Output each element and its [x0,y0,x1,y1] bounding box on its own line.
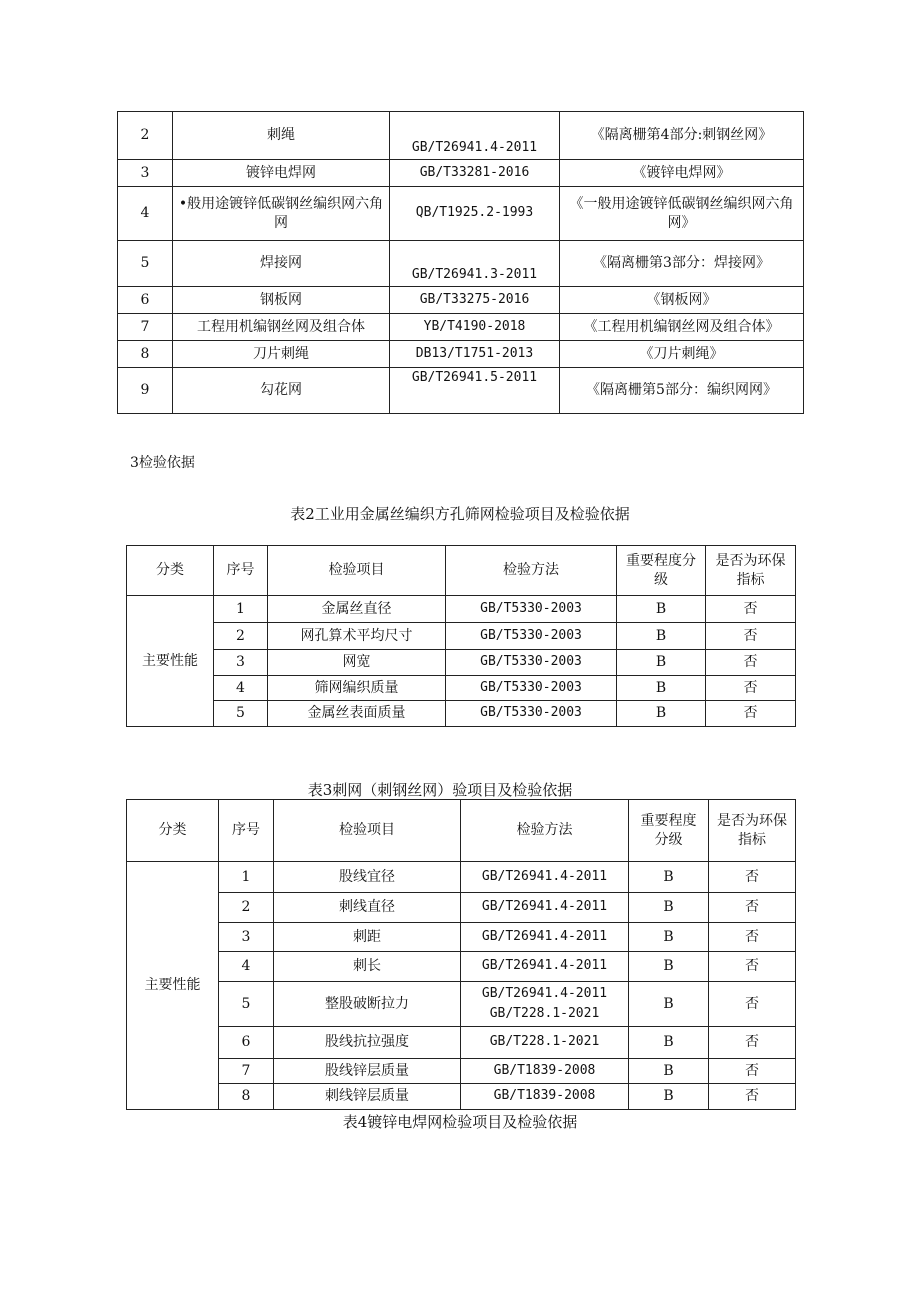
table-row [127,596,796,623]
table-caption: 表4镀锌电焊网检验项目及检验依据 [342,1113,578,1131]
table-caption: 表2工业用金属丝编织方孔筛网检验项目及检验依据 [290,505,630,523]
row-number: 2 [214,623,268,650]
env-indicator: 否 [709,862,796,893]
inspection-method-line1: GB/T26941.4-2011 [481,985,608,1001]
standard-title: 《刀片刺绳》 [560,341,804,368]
standard-code: GB/T33275-2016 [390,287,560,314]
standard-code: DB13/T1751-2013 [390,341,560,368]
header-env-line2: 指标 [738,831,766,848]
standard-title: 《隔离栅第4部分:刺钢丝网》 [560,112,804,160]
table-row [127,952,796,982]
table-row [118,368,804,414]
standard-code: GB/T26941.4-2011 [390,112,560,160]
inspection-method: GB/T5330-2003 [446,596,617,623]
header-category: 分类 [127,546,214,596]
header-env: 是否为环保指标 [706,546,796,596]
importance-grade: B [617,650,706,676]
inspection-item: 刺距 [274,923,461,952]
header-item: 检验项目 [268,546,446,596]
inspection-method: GB/T26941.4-2011 [461,952,629,982]
row-number: 1 [219,862,274,893]
env-indicator: 否 [706,701,796,727]
inspection-item: 股线抗拉强度 [274,1027,461,1059]
env-indicator: 否 [709,893,796,923]
header-importance-line1: 重要程度 [640,813,697,830]
inspection-method: GB/T228.1-2021 [461,1027,629,1059]
inspection-method: GB/T26941.4-2011 [461,862,629,893]
table-row [118,314,804,341]
env-indicator: 否 [706,676,796,701]
row-number: 3 [219,923,274,952]
importance-grade: B [617,596,706,623]
env-indicator: 否 [706,650,796,676]
table-row [127,676,796,701]
env-indicator: 否 [709,952,796,982]
product-name: 焊接网 [173,241,390,287]
row-number: 5 [118,241,173,287]
inspection-method: GB/T1839-2008 [461,1084,629,1110]
standards-table [117,111,804,414]
table-row [118,112,804,160]
product-name: •般用途镀锌低碳钢丝编织网六角网 [173,187,390,241]
product-name: 勾花网 [173,368,390,414]
inspection-method: GB/T1839-2008 [461,1059,629,1084]
product-name: 刀片刺绳 [173,341,390,368]
table-caption: 表3刺网（刺钢丝网）验项目及检验依据 [307,781,573,799]
env-indicator: 否 [709,1027,796,1059]
inspection-method: GB/T5330-2003 [446,676,617,701]
importance-grade: B [629,1059,709,1084]
table-row [127,1084,796,1110]
importance-grade: B [629,1027,709,1059]
importance-grade: B [629,1084,709,1110]
standard-title: 《一般用途镀锌低碳钢丝编织网六角网》 [560,187,804,241]
importance-grade: B [629,923,709,952]
header-importance-line2: 分级 [654,831,683,848]
header-env [709,800,796,862]
inspection-item: 金属丝直径 [268,596,446,623]
row-number: 1 [214,596,268,623]
inspection-item: 刺线直径 [274,893,461,923]
standard-title: 《隔离栅第3部分：焊接网》 [560,241,804,287]
table-row [127,893,796,923]
env-indicator: 否 [709,982,796,1027]
inspection-item: 股线锌层质量 [274,1059,461,1084]
env-indicator: 否 [706,623,796,650]
inspection-item: 金属丝表面质量 [268,701,446,727]
env-indicator: 否 [709,1084,796,1110]
row-number: 6 [219,1027,274,1059]
header-item: 检验项目 [274,800,461,862]
importance-grade: B [629,862,709,893]
inspection-item: 整股破断拉力 [274,982,461,1027]
standard-title: 《隔离栅第5部分：编织网网》 [560,368,804,414]
inspection-item: 刺线锌层质量 [274,1084,461,1110]
standard-code: GB/T33281-2016 [390,160,560,187]
row-number: 6 [118,287,173,314]
row-number: 4 [219,952,274,982]
barbed-wire-inspection-table [126,799,796,1110]
row-number: 3 [118,160,173,187]
row-number: 9 [118,368,173,414]
inspection-method-line2: GB/T228.1-2021 [489,1005,600,1021]
table-row [118,287,804,314]
table-row [127,1059,796,1084]
product-name: 刺绳 [173,112,390,160]
header-method: 检验方法 [446,546,617,596]
inspection-method: GB/T5330-2003 [446,623,617,650]
header-importance [629,800,709,862]
importance-grade: B [617,701,706,727]
header-env-line1: 是否为环保 [717,813,787,830]
standard-code: GB/T26941.5-2011 [390,368,560,414]
table-header-row [127,546,796,596]
product-name: 钢板网 [173,287,390,314]
inspection-item: 刺长 [274,952,461,982]
row-number: 4 [214,676,268,701]
table-row [127,982,796,1027]
row-number: 7 [219,1059,274,1084]
header-method: 检验方法 [461,800,629,862]
header-category: 分类 [127,800,219,862]
header-number: 序号 [219,800,274,862]
standard-code: GB/T26941.3-2011 [390,241,560,287]
importance-grade: B [617,623,706,650]
table-header-row [127,800,796,862]
category-cell: 主要性能 [127,596,214,727]
product-name: 工程用机编钢丝网及组合体 [173,314,390,341]
row-number: 2 [118,112,173,160]
importance-grade: B [617,676,706,701]
env-indicator: 否 [709,1059,796,1084]
importance-grade: B [629,893,709,923]
inspection-item: 网宽 [268,650,446,676]
row-number: 7 [118,314,173,341]
table-row [127,923,796,952]
row-number: 2 [219,893,274,923]
standard-title: 《钢板网》 [560,287,804,314]
table-row [118,160,804,187]
header-number: 序号 [214,546,268,596]
row-number: 5 [214,701,268,727]
row-number: 4 [118,187,173,241]
standard-title: 《镀锌电焊网》 [560,160,804,187]
inspection-item: 筛网编织质量 [268,676,446,701]
standard-title: 《工程用机编钢丝网及组合体》 [560,314,804,341]
header-importance: 重要程度分级 [617,546,706,596]
sieve-mesh-inspection-table [126,545,796,727]
row-number: 8 [219,1084,274,1110]
inspection-method: GB/T5330-2003 [446,650,617,676]
category-cell: 主要性能 [127,862,219,1110]
product-name: 镀锌电焊网 [173,160,390,187]
importance-grade: B [629,982,709,1027]
table-row [118,187,804,241]
section-heading: 3检验依据 [130,455,195,471]
standard-code: YB/T4190-2018 [390,314,560,341]
standard-code: QB/T1925.2-1993 [390,187,560,241]
inspection-item: 网孔算术平均尺寸 [268,623,446,650]
inspection-method: GB/T5330-2003 [446,701,617,727]
inspection-item: 股线宜径 [274,862,461,893]
env-indicator: 否 [706,596,796,623]
row-number: 5 [219,982,274,1027]
table-row [127,1027,796,1059]
inspection-method [461,982,629,1027]
table-row [127,701,796,727]
env-indicator: 否 [709,923,796,952]
table-row [118,241,804,287]
row-number: 8 [118,341,173,368]
inspection-method: GB/T26941.4-2011 [461,893,629,923]
importance-grade: B [629,952,709,982]
table-row [127,650,796,676]
table-row [118,341,804,368]
inspection-method: GB/T26941.4-2011 [461,923,629,952]
table-row [127,862,796,893]
table-row [127,623,796,650]
row-number: 3 [214,650,268,676]
